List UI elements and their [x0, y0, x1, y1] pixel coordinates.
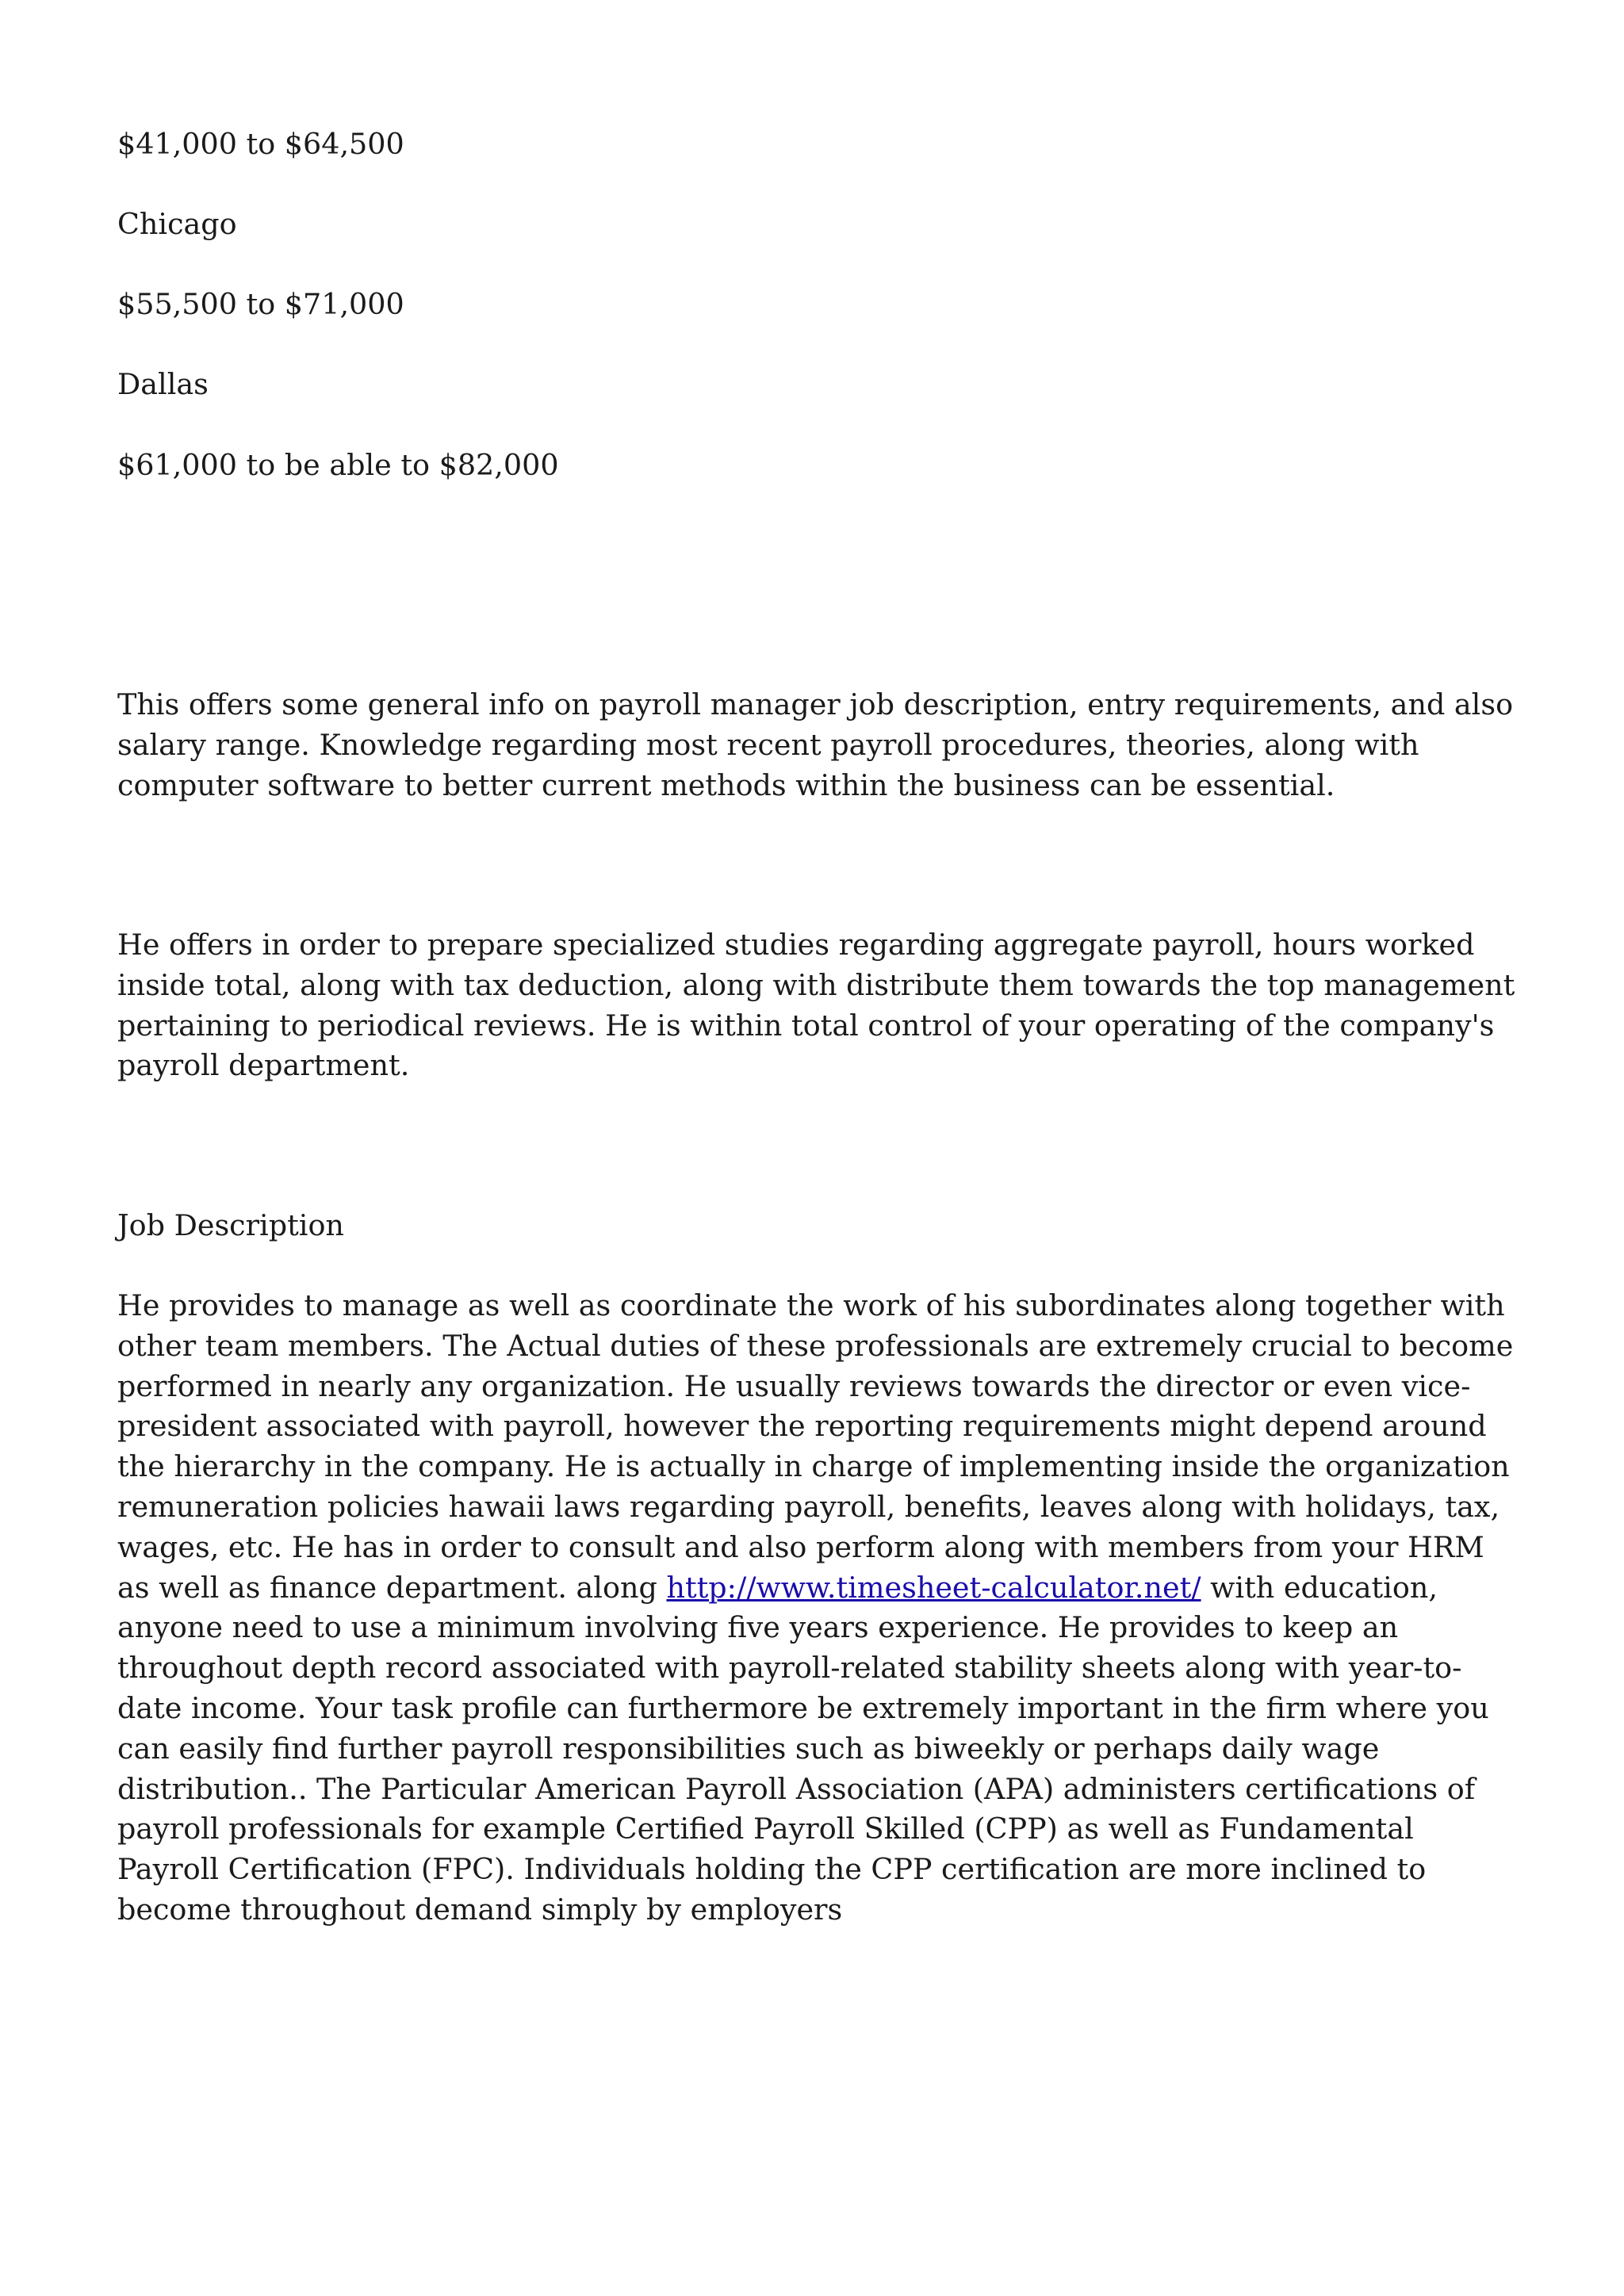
job-description-text-before-link: He provides to manage as well as coordinate the work of his subordinates along together with other team members. The Actual duties of these professionals are extremely crucial to become performed in nearly any organization. He usually reviews towards the director or even vice-president associated with payroll, however the reporting requirements might depend around the hierarchy in the company. He is actually in charge of implementing inside the organization remuneration policies hawaii laws regarding payroll, benefits, leaves along with holidays, tax, wages, etc. He has in order to consult and also perform along with members from your HRM as well as finance department. along: [117, 1288, 1514, 1605]
job-description-paragraph: [117, 1286, 1521, 1931]
salary-range-text: $55,500 to $71,000: [117, 287, 404, 321]
city-name-text: Dallas: [117, 367, 209, 401]
timesheet-calculator-link[interactable]: http://www.timesheet-calculator.net/: [666, 1570, 1201, 1605]
intro-paragraph: This offers some general info on payroll manager job description, entry requirements, and also salary range. Knowledge regarding most recent payroll procedures, theories, along with computer software to better current methods within the business can be essential.: [117, 687, 1514, 802]
job-description-heading: Job Description: [117, 1208, 344, 1242]
salary-range-text: $61,000 to be able to $82,000: [117, 448, 559, 482]
job-description-text-after-link: with education, anyone need to use a minimum involving five years experience. He provides to keep an throughout depth record associated with payroll-related stability sheets along with year-to-date income. Your task profile can furthermore be extremely important in the firm where you can easily find further payroll responsibilities such as biweekly or perhaps daily wage distribution.. The Particular American Payroll Association (APA) administers certifications of payroll professionals for example Certified Payroll Skilled (CPP) as well as Fundamental Payroll Certification (FPC). Individuals holding the CPP certification are more inclined to become throughout demand simply by employers: [117, 1570, 1489, 1927]
reports-paragraph: He offers in order to prepare specialized studies regarding aggregate payroll, hours worked inside total, along with tax deduction, along with distribute them towards the top management pertaining to periodical reviews. He is within total control of your operating of the company's payroll department.: [117, 928, 1515, 1083]
city-name-text: Chicago: [117, 207, 237, 241]
salary-range-text: $41,000 to $64,500: [117, 127, 404, 161]
